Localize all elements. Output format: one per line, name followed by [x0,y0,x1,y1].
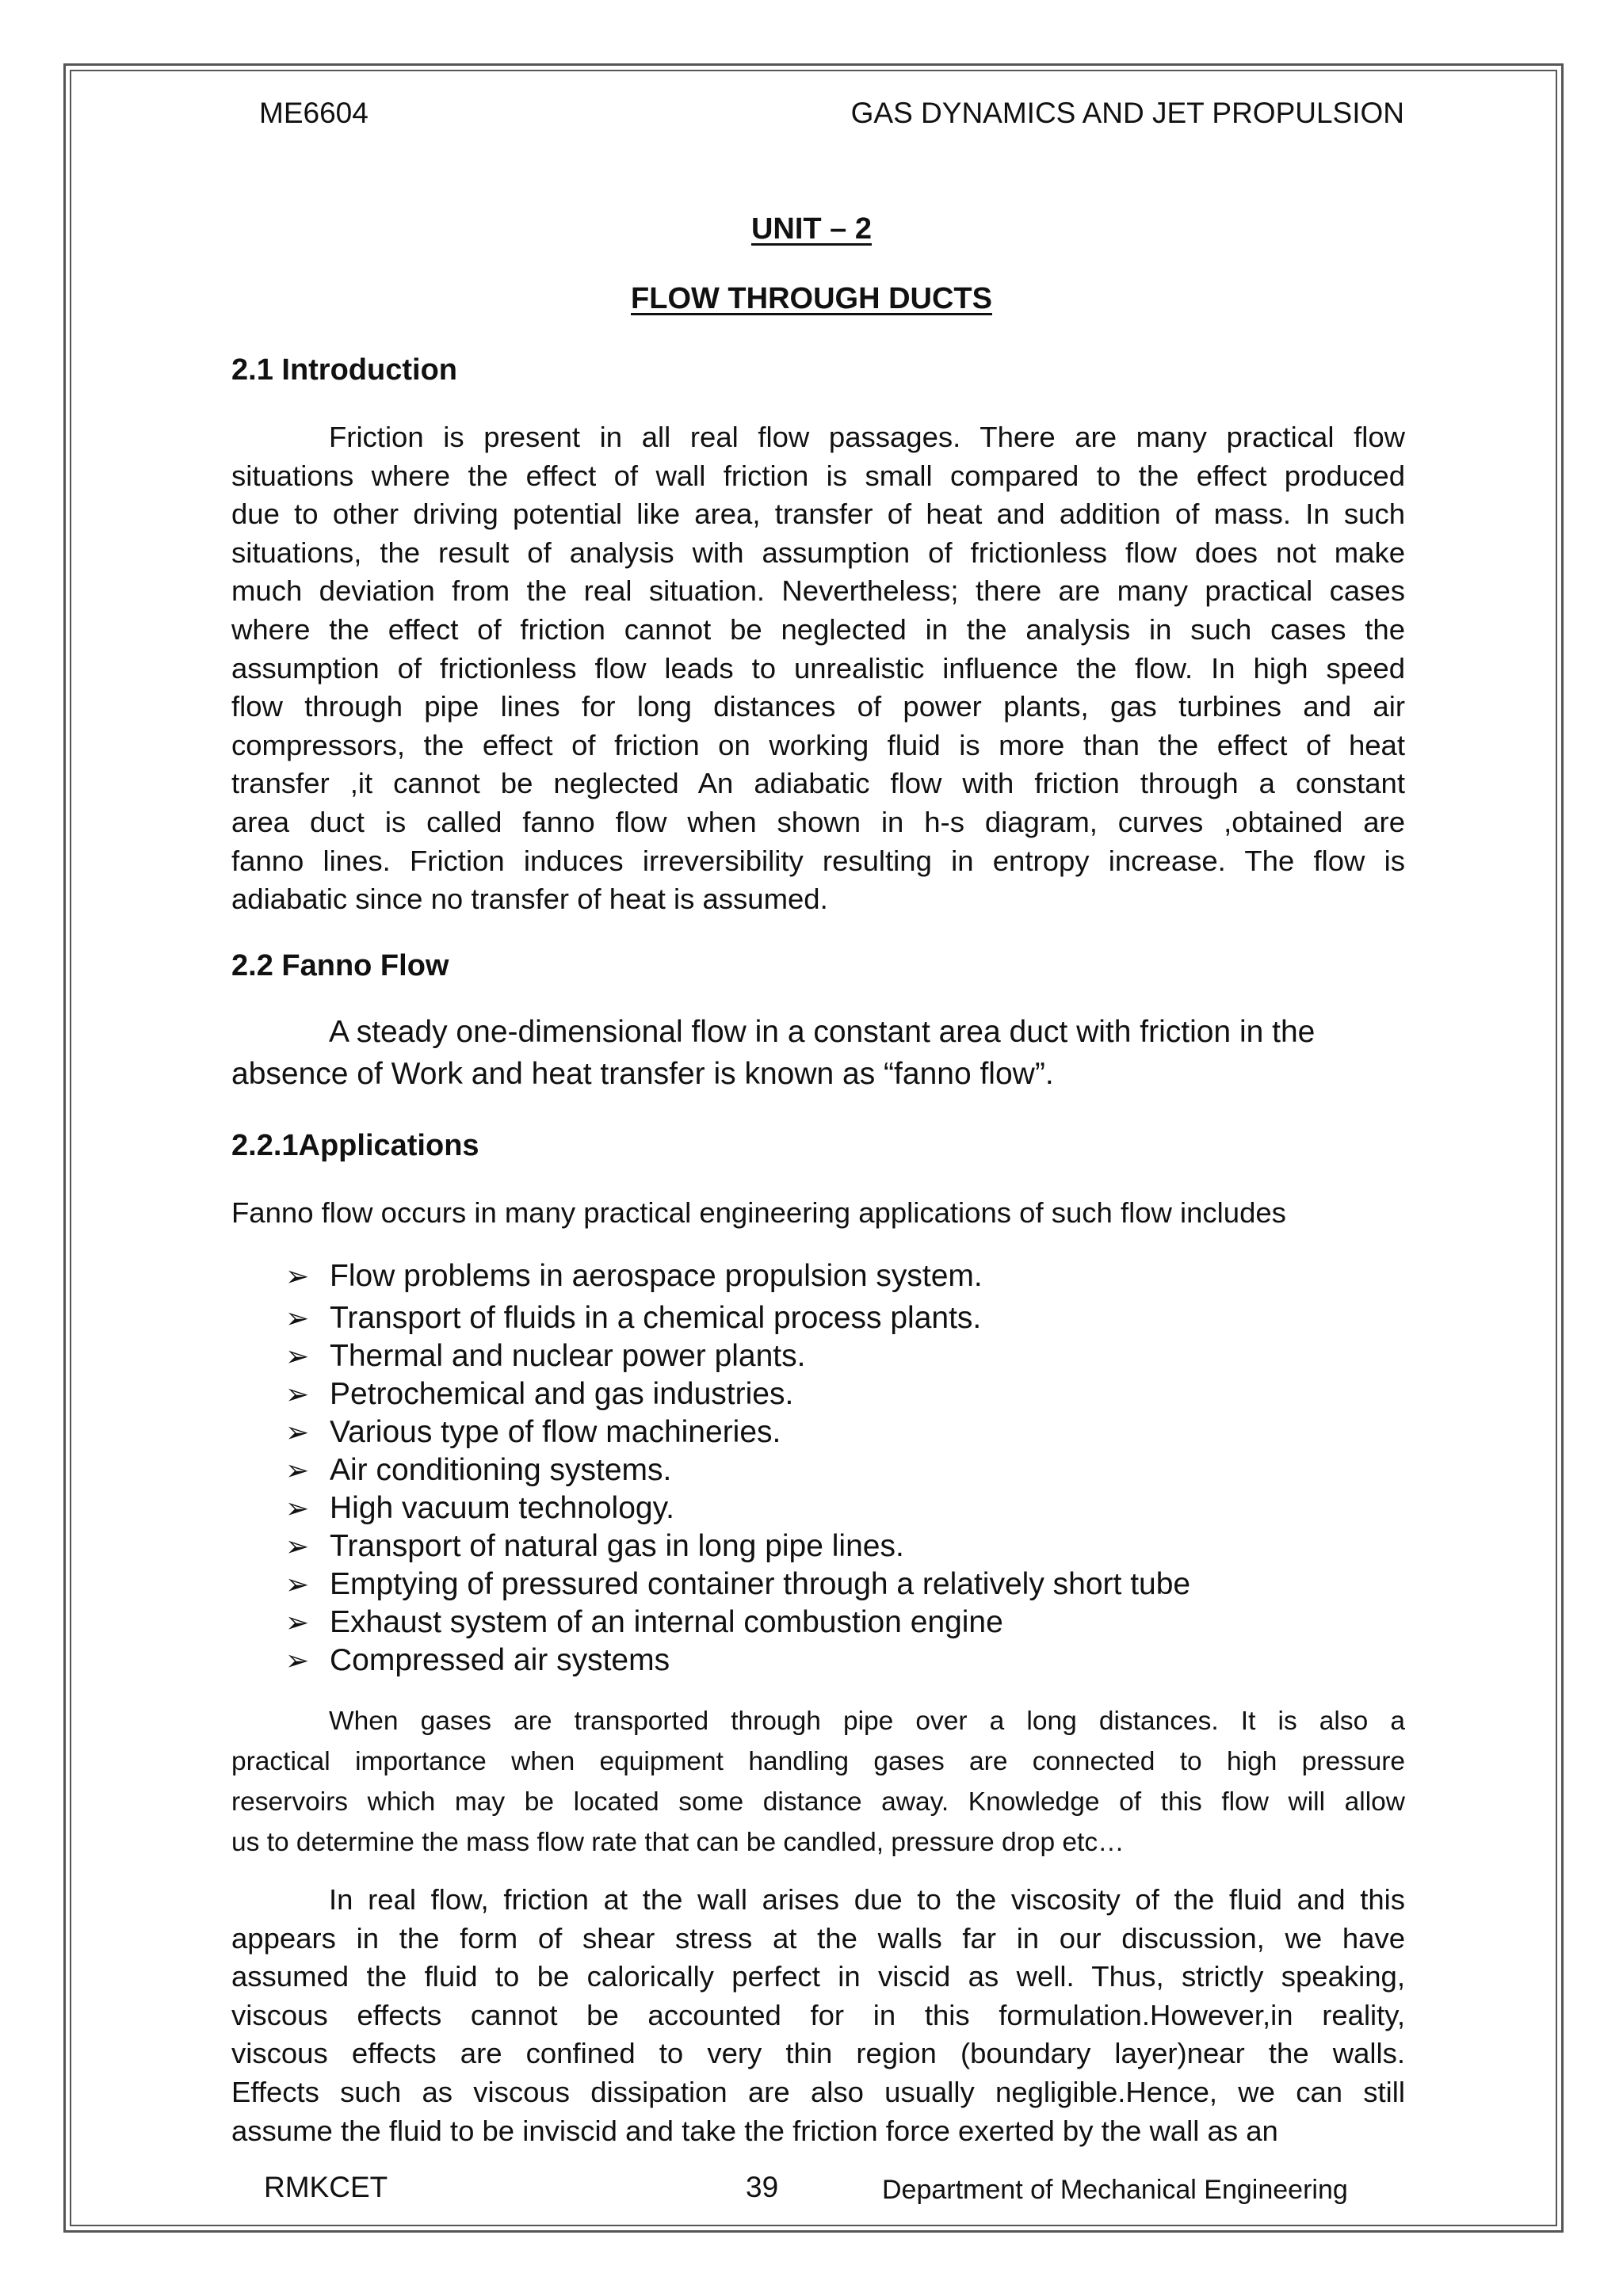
list-item [285,1253,1190,1299]
list-item-text: Transport of natural gas in long pipe lines. [330,1529,904,1563]
course-code: ME6604 [259,97,369,129]
list-item-text: High vacuum technology. [330,1491,675,1525]
text-line: due to other driving potential like area, transfer of heat and addition of mass. In such [231,498,1405,531]
text-line: practical importance when equipment handling gases are connected to high pressure [231,1747,1405,1776]
fanno-heading: 2.2 Fanno Flow [231,949,449,982]
gases-paragraph [231,1701,1405,1863]
text-line: assumption of frictionless flow leads to unrealistic influence the flow. In high speed [231,651,1405,685]
arrow-bullet-icon: ➢ [285,1606,310,1638]
real-flow-paragraph [231,1881,1405,2150]
text-line: where the effect of friction cannot be neglected in the analysis in such cases the [231,612,1405,646]
applications-heading: 2.2.1Applications [231,1129,479,1162]
text-line: Effects such as viscous dissipation are also usually negligible.Hence, we can still [231,2075,1405,2108]
list-item [285,1489,1190,1527]
list-item-text: Petrochemical and gas industries. [330,1377,794,1411]
list-item-text: Thermal and nuclear power plants. [330,1339,806,1373]
arrow-bullet-icon: ➢ [285,1302,310,1334]
arrow-bullet-icon: ➢ [285,1530,310,1562]
list-item-text: Flow problems in aerospace propulsion system. [330,1259,983,1293]
text-line: situations where the effect of wall friction is small compared to the effect produced [231,459,1405,492]
page-number: 39 [746,2171,779,2203]
text-line: much deviation from the real situation. Nevertheless; there are many practical cases [231,574,1405,608]
list-item [285,1375,1190,1413]
list-item [285,1527,1190,1566]
list-item-text: Exhaust system of an internal combustion engine [330,1605,1003,1639]
list-item-text: Transport of fluids in a chemical process plants. [330,1301,982,1335]
arrow-bullet-icon: ➢ [285,1378,310,1410]
text-line: absence of Work and heat transfer is known as “fanno flow”. [231,1057,1054,1091]
text-line: When gases are transported through pipe over a long distances. It is also a [329,1707,1405,1736]
fanno-paragraph [231,1011,1405,1095]
unit-title: UNIT – 2 [750,212,873,246]
chapter-title: FLOW THROUGH DUCTS [631,282,992,315]
list-item [285,1642,1190,1680]
text-line: reservoirs which may be located some distance away. Knowledge of this flow will allow [231,1787,1405,1817]
list-item [285,1604,1190,1642]
text-line: assume the fluid to be inviscid and take the friction force exerted by the wall as an [231,2114,1278,2147]
footer-institution: RMKCET [264,2171,388,2203]
text-line: transfer ,it cannot be neglected An adiabatic flow with friction through a constant [231,767,1405,800]
list-item-text: Compressed air systems [330,1643,670,1677]
footer-department: Department of Mechanical Engineering [882,2175,1348,2205]
intro-heading: 2.1 Introduction [231,353,457,387]
arrow-bullet-icon: ➢ [285,1260,310,1292]
text-line: In real flow, friction at the wall arises due to the viscosity of the fluid and this [329,1883,1405,1916]
text-line: area duct is called fanno flow when shown in h-s diagram, curves ,obtained are [231,805,1405,838]
arrow-bullet-icon: ➢ [285,1568,310,1600]
text-line: assumed the fluid to be calorically perfect in viscid as well. Thus, strictly speaking, [231,1960,1405,1993]
course-title: GAS DYNAMICS AND JET PROPULSION [850,97,1404,129]
arrow-bullet-icon: ➢ [285,1454,310,1486]
text-line: Friction is present in all real flow passages. There are many practical flow [329,421,1405,453]
list-item [285,1566,1190,1604]
text-line: compressors, the effect of friction on working fluid is more than the effect of heat [231,728,1405,761]
applications-intro: Fanno flow occurs in many practical engineering applications of such flow includes [231,1196,1286,1229]
arrow-bullet-icon: ➢ [285,1644,310,1676]
applications-list [285,1253,1190,1680]
text-line: viscous effects are confined to very thin region (boundary layer)near the walls. [231,2037,1405,2070]
text-line: fanno lines. Friction induces irreversibility resulting in entropy increase. The flow is [231,844,1405,877]
list-item-text: Air conditioning systems. [330,1453,672,1487]
text-line: situations, the result of analysis with assumption of frictionless flow does not make [231,536,1405,569]
list-item [285,1299,1190,1337]
list-item [285,1337,1190,1375]
intro-paragraph [231,418,1405,919]
text-line: A steady one-dimensional flow in a constant area duct with friction in the [329,1015,1316,1049]
arrow-bullet-icon: ➢ [285,1416,310,1448]
text-line: us to determine the mass flow rate that can be candled, pressure drop etc… [231,1828,1125,1857]
list-item [285,1413,1190,1451]
list-item-text: Various type of flow machineries. [330,1415,781,1449]
text-line: viscous effects cannot be accounted for in this formulation.However,in reality, [231,1998,1405,2031]
text-line: adiabatic since no transfer of heat is assumed. [231,883,828,916]
arrow-bullet-icon: ➢ [285,1492,310,1524]
list-item [285,1451,1190,1489]
text-line: appears in the form of shear stress at the walls far in our discussion, we have [231,1921,1405,1955]
text-line: flow through pipe lines for long distances of power plants, gas turbines and air [231,690,1405,723]
arrow-bullet-icon: ➢ [285,1340,310,1372]
list-item-text: Emptying of pressured container through a relatively short tube [330,1567,1191,1601]
